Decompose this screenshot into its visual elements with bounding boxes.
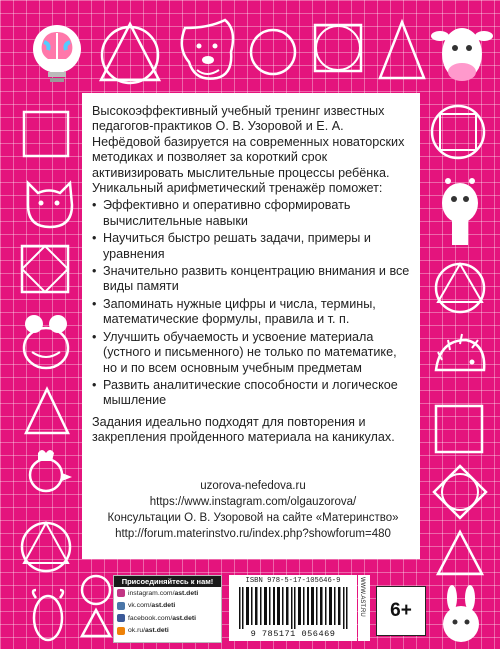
barcode: [237, 587, 349, 629]
dog-face-doodle: [175, 16, 235, 88]
instagram-link[interactable]: https://www.instagram.com/olgauzorova/: [149, 496, 357, 508]
circle-doodle-left: [16, 518, 76, 576]
rabbit-doodle: [432, 584, 490, 646]
list-item: • Улучшить обучаемость и усвоение материала (устного и письменного) не только по математике, но и по всем основным учебным предметам: [92, 330, 414, 376]
hedgehog-doodle: [430, 330, 490, 390]
intro-paragraph: Высокоэффективный учебный тренинг известных педагогов-практиков О. В. Узоровой и Е. А. Нефёдовой базируется на современных новаторских методиках и позволяет за короткий срок активизировать мыслительные процессы ребёнка.: [92, 104, 405, 180]
list-item: • Развить аналитические способности и логическое мышление: [92, 378, 414, 409]
list-item: • Эффективно и оперативно сформировать вычислительные навыки: [92, 198, 414, 229]
social-prefix: ok.ru/: [128, 627, 145, 635]
social-handle: ast.deti: [151, 602, 176, 610]
website-link[interactable]: uzorova-nefedova.ru: [200, 480, 306, 492]
social-prefix: facebook.com/: [128, 614, 173, 622]
square-doodle-right: [432, 402, 486, 456]
square-doodle: [310, 20, 368, 78]
benefits-list: [92, 198, 414, 408]
social-handle: ast.deti: [145, 627, 169, 635]
brain-lightbulb-logo: [30, 22, 84, 90]
list-item: • Значительно развить концентрацию внимания и все виды памяти: [92, 264, 414, 295]
frog-face-doodle: [18, 310, 74, 374]
barcode-digits: 9 785171 056469: [250, 629, 336, 639]
list-item: • Научиться быстро решать задачи, примеры и уравнения: [92, 231, 414, 262]
social-prefix: instagram.com/: [128, 589, 175, 597]
social-box: [113, 575, 222, 643]
circle-doodle-bottom: [78, 570, 112, 640]
forum-link[interactable]: http://forum.materinstvo.ru/index.php?showforum=480: [115, 528, 391, 540]
vk-icon: [117, 602, 125, 610]
social-row-ok[interactable]: [114, 625, 221, 638]
ok-icon: [117, 627, 125, 635]
rooster-doodle: [18, 445, 74, 509]
publisher-site: WWW.AST.RU: [359, 577, 365, 617]
giraffe-doodle: [430, 175, 488, 247]
closing-paragraph: Задания идеально подходят для повторения и закрепления пройденного материала на каникулах.: [92, 414, 395, 445]
trainer-lead: Уникальный арифметический тренажёр поможет:: [92, 181, 383, 196]
social-handle: ast.deti: [174, 589, 199, 597]
social-row-facebook[interactable]: [114, 612, 221, 625]
age-rating-badge: 6+: [376, 586, 426, 636]
triangle-in-circle-doodle: [95, 20, 165, 86]
diamond-doodle: [16, 240, 76, 300]
social-handle: ast.deti: [172, 614, 196, 622]
publisher-site-strip: [358, 575, 370, 641]
social-header: Присоединяйтесь к нам!: [114, 576, 221, 587]
description-text: [92, 104, 414, 446]
instagram-icon: [117, 589, 125, 597]
triangle-doodle-left: [22, 385, 72, 437]
social-prefix: vk.com/: [128, 602, 152, 610]
barcode-box: [229, 575, 357, 641]
cat-face-doodle: [22, 175, 76, 231]
social-row-instagram[interactable]: [114, 587, 221, 600]
cow-face-doodle: [430, 18, 494, 96]
triangle-doodle: [376, 18, 428, 84]
facebook-icon: [117, 614, 125, 622]
circle-doodle: [247, 26, 299, 78]
circle-doodle-right: [432, 260, 488, 316]
square-in-circle-doodle-right: [428, 102, 488, 162]
links-block: [92, 478, 414, 542]
consultation-text: Консультации О. В. Узоровой на сайте «Материнство»: [107, 512, 399, 524]
isbn-text: ISBN 978-5-17-105646-9: [245, 577, 341, 585]
square-doodle-left: [20, 108, 74, 162]
triangle-doodle-right: [434, 528, 486, 578]
goat-doodle: [22, 588, 74, 646]
list-item: • Запоминать нужные цифры и числа, термины, математические формулы, правила и т. п.: [92, 297, 414, 328]
diamond-doodle-right: [430, 462, 490, 522]
social-row-vk[interactable]: [114, 600, 221, 613]
